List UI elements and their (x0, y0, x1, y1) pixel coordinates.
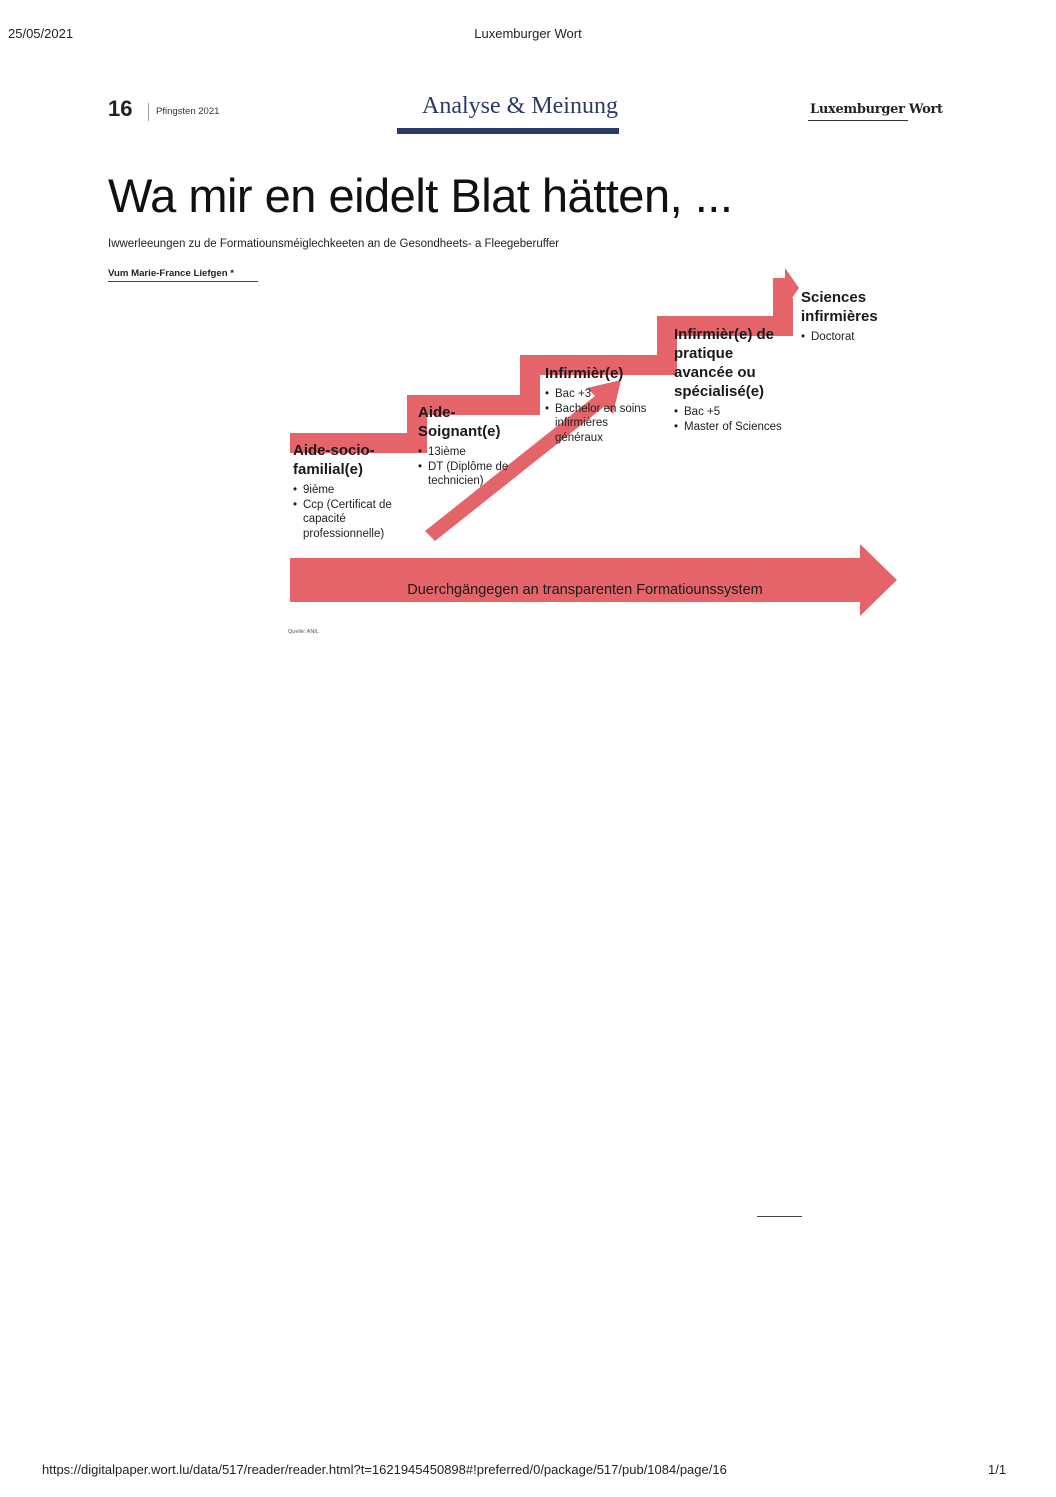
step-item: • 13ième (418, 445, 518, 460)
step-aide-socio-familial (293, 441, 423, 541)
edition-label: Pfingsten 2021 (156, 106, 220, 117)
step-item: • Doctorat (801, 330, 906, 345)
header-divider (148, 103, 149, 121)
step-title: Sciences infirmières (801, 289, 878, 325)
infographic-source: Quelle: ANIL (288, 629, 319, 635)
page-number: 16 (108, 96, 133, 121)
step-title: Aide-socio-familial(e) (293, 442, 375, 478)
column-2 (272, 670, 424, 1280)
print-date: 25/05/2021 (8, 26, 74, 41)
step-title: Aide-Soignant(e) (418, 404, 501, 440)
section-title: Analyse & Meinung (422, 93, 618, 119)
step-item: • DT (Diplôme de technicien) (418, 460, 518, 489)
step-title: Infirmièr(e) (545, 365, 624, 382)
step-aide-soignant (418, 403, 518, 489)
column-5 (757, 670, 909, 1218)
page-url-link[interactable]: https://digitalpaper.wort.lu/data/517/reader/reader.html?t=1621945450898#!preferred/0/package/517/pub/1084/page/16 (42, 1462, 727, 1477)
step-title: Infirmièr(e) de pratique avancée ou spécialisé(e) (674, 326, 775, 400)
step-item: • Master of Sciences (674, 420, 789, 435)
masthead-logo: Luxemburger Wort (810, 102, 943, 117)
step-infirmier (545, 364, 657, 445)
step-item: • 9ième (293, 483, 423, 498)
bottom-arrow-label: Duerchgängegen an transparenten Formatiounssystem (407, 582, 763, 598)
article-byline: Vum Marie-France Liefgen * (108, 268, 234, 279)
step-infirmier-pratique-avancee (674, 325, 789, 434)
byline-rule (108, 281, 258, 282)
step-item: • Bac +5 (674, 405, 789, 420)
column-3 (433, 670, 585, 1280)
masthead-rule (808, 120, 908, 121)
step-item: • Bac +3 (545, 387, 657, 402)
print-site-title: Luxemburger Wort (474, 26, 582, 41)
footnote-rule (757, 1216, 802, 1217)
bottom-arrow-shape (290, 544, 897, 616)
print-page-count: 1/1 (988, 1462, 1007, 1477)
column-4 (595, 670, 747, 1280)
formation-infographic (285, 268, 910, 640)
article-headline: Wa mir en eidelt Blat hätten, ... (108, 169, 733, 222)
column-1 (108, 289, 260, 1279)
section-underline (397, 128, 619, 134)
step-item: • Bachelor en soins infirmières généraux (545, 402, 657, 446)
step-sciences-infirmieres (801, 288, 906, 345)
article-subheadline: Iwwerleeungen zu de Formatiounsméiglechkeeten an de Gesondheets- a Fleegeberuffer (108, 238, 560, 250)
step-item: • Ccp (Certificat de capacité professionnelle) (293, 498, 423, 542)
